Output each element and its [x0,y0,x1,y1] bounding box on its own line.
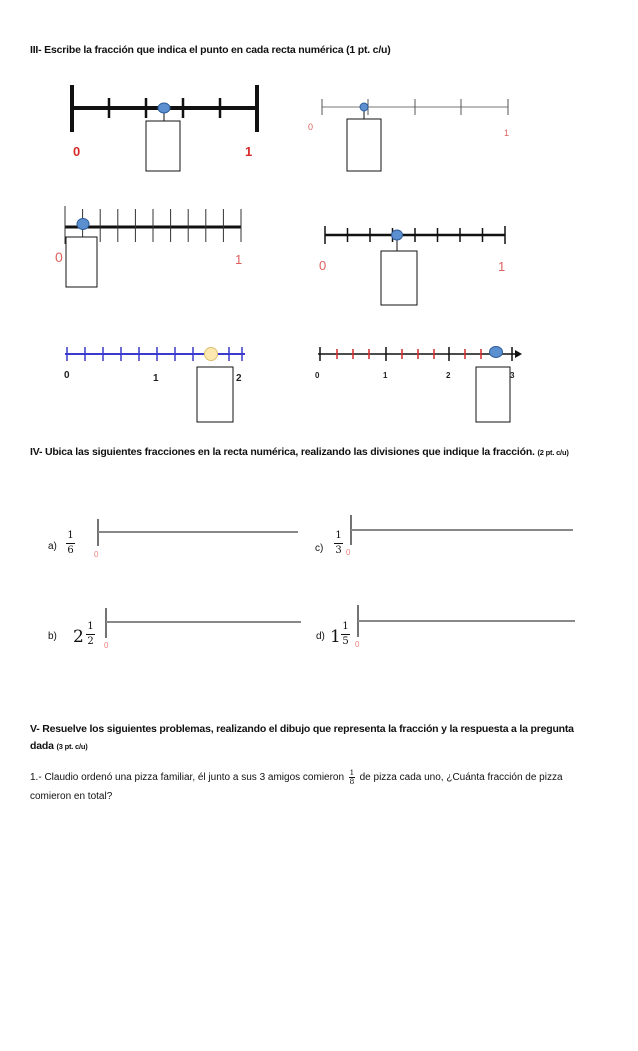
number-line-6 [310,340,525,430]
label-1: 1 [153,373,159,384]
label-2: 2 [236,373,242,384]
section-5-title-line2: dada (3 pt. c/u) [30,740,88,752]
label-2: 2 [446,371,451,380]
label-1: 1 [245,144,253,159]
number-line-4 [310,215,520,310]
section-3-title: III- Escribe la fracción que indica el punto en cada recta numérica (1 pt. c/u) [30,44,391,56]
item-c-label: c) [315,543,324,554]
number-line-3 [55,200,255,290]
section-4-points: (2 pt. c/u) [537,448,569,457]
label-3: 3 [510,371,515,380]
problem-1-fraction: $\frac{1}{8}$ [349,767,355,786]
item-c-zero: 0 [346,548,351,557]
item-b-fraction: 1 2 [87,621,94,647]
item-a-label: a) [48,541,57,552]
item-a-fraction: 1 6 [67,530,74,556]
item-d-label: d) [316,631,325,642]
item-d-line [356,604,578,638]
label-0: 0 [308,122,314,132]
item-b-label: b) [48,631,57,642]
item-a-zero: 0 [94,550,99,559]
label-0: 0 [73,144,81,159]
problem-1-line1: 1.- Claudio ordenó una pizza familiar, él junto a sus 3 amigos comieron $\frac{1}{8}$ de pizza cada uno, ¿Cuánta fracción de pizza [30,767,563,786]
number-line-2 [305,92,525,182]
label-1: 1 [504,128,510,138]
number-line-1 [60,80,280,180]
label-1: 1 [235,252,243,267]
item-b-line [104,607,304,639]
item-c-fraction: 1 3 [335,530,342,556]
label-0: 0 [319,258,327,273]
number-line-5 [55,340,255,430]
item-b-zero: 0 [104,641,109,650]
label-1: 1 [383,371,388,380]
item-a-line [96,518,301,548]
label-0: 0 [55,249,63,265]
item-d-zero: 0 [355,640,360,649]
section-5-points: (3 pt. c/u) [56,742,88,751]
section-4-title: IV- Ubica las siguientes fracciones en la recta numérica, realizando las divisiones que indique la fracción. (2 pt. c/u) [30,446,569,458]
label-0: 0 [64,370,70,381]
item-d-fraction: 1 5 [342,621,349,647]
item-d-whole: 1 [330,627,341,647]
problem-1-line2: comieron en total? [30,791,113,802]
label-0: 0 [315,371,320,380]
section-5-title-line1: V- Resuelve los siguientes problemas, realizando el dibujo que representa la fracción y la respuesta a la pregunta [30,723,574,735]
item-c-line [349,514,577,546]
label-1: 1 [498,259,506,274]
item-b-whole: 2 [73,627,84,647]
